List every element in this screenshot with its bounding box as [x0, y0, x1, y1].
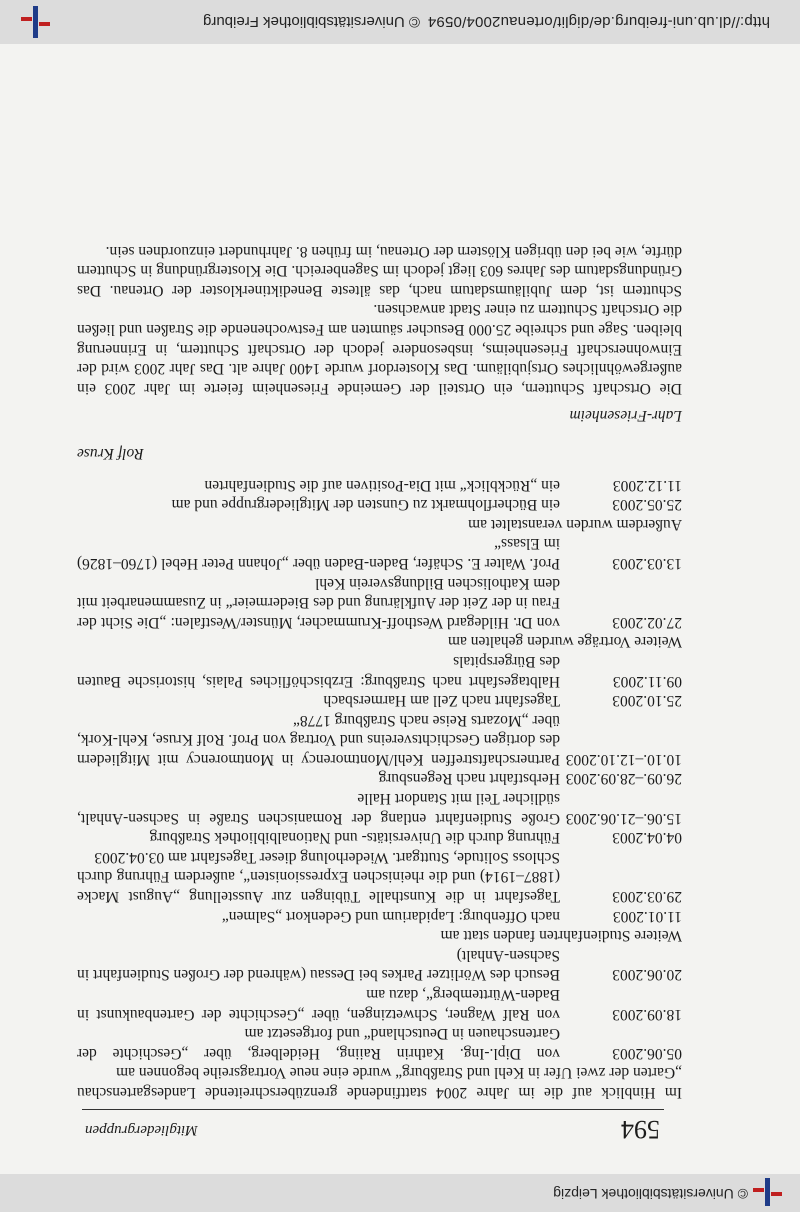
entry-date: 15.06.–21.06.2003	[565, 809, 682, 827]
viewer-footer-bar	[0, 0, 800, 44]
entry-date: 09.11.2003	[612, 672, 682, 690]
list-item	[77, 710, 682, 769]
entry-text: von Ralf Wagner, Schwetzingen, über „Geschichte der Gartenbaukunst in Baden-Württemberg“, dazu am	[77, 986, 560, 1023]
entry-date: 25.10.2003	[612, 692, 682, 710]
list-item	[77, 1024, 682, 1063]
viewer-header-bar	[0, 1174, 800, 1212]
entry-date: 13.03.2003	[612, 554, 682, 572]
entry-date: 25.05.2003	[612, 496, 682, 514]
source-url-link[interactable]: http://dl.ub.uni-freiburg.de/diglit/ortenau2004/0594	[427, 13, 770, 30]
body-text	[77, 241, 682, 1102]
intro-paragraph: Im Hinblick auf die im Jahre 2004 stattfindende grenzüberschreitende Landesgartenschau „Garten der zwei Ufer in Kehl und Straßburg“ wurde eine neue Vortragsreihe begonnen am	[77, 1064, 682, 1101]
entry-date: 18.09.2003	[612, 1005, 682, 1023]
list-item	[77, 828, 682, 848]
entry-text: Große Studienfahrt entlang der Romanischen Straße in Sachsen-Anhalt, südlicher Teil mit Standort Halle	[77, 790, 560, 827]
entry-date: 04.04.2003	[612, 829, 682, 847]
list-item	[77, 573, 682, 632]
entry-text: Halbtagesfahrt nach Straßburg: Erzbischöfliches Palais, historische Bauten des Bürgerspitals	[77, 652, 560, 690]
lectures-intro: Weitere Vorträge wurden gehalten am	[447, 633, 682, 651]
signature: Rolf Kruse	[77, 445, 144, 462]
list-item	[77, 906, 682, 926]
entry-text: Führung durch die Universitäts- und Nationalbibliothek Straßburg	[149, 829, 560, 847]
page-number: 594	[621, 1115, 660, 1144]
entry-date: 20.06.2003	[612, 966, 682, 984]
entry-text: Besuch des Wörlitzer Parkes bei Dessau (während der Großen Studienfahrt in Sachsen-Anhalt)	[77, 946, 560, 984]
entry-date: 11.01.2003	[612, 907, 682, 925]
list-item	[77, 945, 682, 984]
entry-date: 27.02.2003	[612, 613, 682, 631]
footer-copyright: © Universitätsbibliothek Freiburg	[203, 13, 420, 30]
entry-text: Tagesfahrt nach Zell am Harmersbach	[323, 692, 560, 710]
entry-text: ein „Rückblick“ mit Dia-Positiven auf die Studienfahrten	[204, 476, 560, 494]
entry-date: 29.03.2003	[612, 888, 682, 906]
header-rule	[82, 1109, 664, 1110]
entry-text: von Dipl.-Ing. Kathrin Raiing, Heidelberg, über „Geschichte der Gartenschauen in Deutschland“ und fortgesetzt am	[77, 1025, 560, 1062]
list-item	[77, 691, 682, 711]
list-item	[77, 651, 682, 690]
section-heading: Lahr-Friesenheim	[569, 407, 682, 425]
running-title: Mitgliedergruppen	[85, 1122, 198, 1138]
header-copyright: © Universitätsbibliothek Leipzig	[553, 1186, 748, 1202]
entry-date: 10.10.–12.10.2003	[565, 750, 682, 768]
list-item	[77, 534, 682, 573]
entry-text: Partnerschaftstreffen Kehl/Montmorency in Montmorency mit Mitgliedern des dortigen Geschichtsvereins und Vortrag von Prof. Rolf Kruse, Kehl-Kork, über „Mozarts Reise nach Straßburg 1778“	[77, 711, 560, 768]
ub-logo-icon	[752, 1178, 782, 1206]
ub-logo-icon	[20, 6, 50, 38]
paragraph: Schuttern ist, dem Jubiläumsdatum nach, das älteste Benediktinerkloster der Ortenau. Das Gründungsdatum des Jahres 603 liegt jedoch im Sagenbereich. Die Klostergründung in Schuttern dürfte, wie bei den übrigen Klöstern der Ortenau, im frühen 8. Jahrhundert einzuordnen sein.	[77, 242, 682, 299]
list-item	[77, 789, 682, 828]
list-item	[77, 495, 682, 515]
list-item	[77, 475, 682, 495]
entry-date: 26.09.–28.09.2003	[565, 770, 682, 788]
entry-date: 11.12.2003	[612, 476, 682, 494]
entry-text: Tagesfahrt in die Kunsthalle Tübingen zur Ausstellung „August Macke (1887–1914) und die rheinischen Expressionisten“, außerdem Führung durch Schloss Solitude, Stuttgart. Wiederholung dieser Tagesfahrt am 03.04.2003	[77, 848, 560, 906]
entry-text: Herbstfahrt nach Regensburg	[378, 770, 560, 788]
entry-text: von Dr. Hildegard Westhoff-Krummacher, Münster/Westfalen: „Die Sicht der Frau in der Zeit der Aufklärung und des Biedermeier“ in Zusammenarbeit mit dem Katholischen Bildungsverein Kehl	[77, 574, 560, 631]
entry-date: 05.06.2003	[612, 1044, 682, 1062]
entry-text: nach Offenburg: Lapidarium und Gedenkort „Salmen“	[221, 907, 560, 925]
list-item	[77, 847, 682, 906]
entry-text: ein Bücherflohmarkt zu Gunsten der Mitgliedergruppe und am	[171, 496, 560, 514]
trips-intro: Weitere Studienfahrten fanden statt am	[440, 927, 682, 945]
list-item	[77, 984, 682, 1023]
list-item	[77, 769, 682, 789]
paragraph: Die Ortschaft Schuttern, ein Ortsteil der Gemeinde Friesenheim feierte im Jahr 2003 ein außergewöhnliches Ortsjubiläum. Das Klosterdorf wurde 1400 Jahre alt. Das Jahr 2003 wird der Einwohnerschaft Friesenheims, insbesondere jedoch der Ortschaft Schuttern, in Erinnerung bleiben. Sage und schreibe 25.000 Besucher säumten am Festwochenende die Straßen und ließen die Ortschaft Schuttern zu einer Stadt anwachsen.	[77, 301, 682, 397]
events-intro: Außerdem wurden veranstaltet am	[468, 515, 682, 533]
entry-text: Prof. Walter E. Schäfer, Baden-Baden über „Johann Peter Hebel (1760–1826) im Elsass“	[77, 535, 560, 572]
